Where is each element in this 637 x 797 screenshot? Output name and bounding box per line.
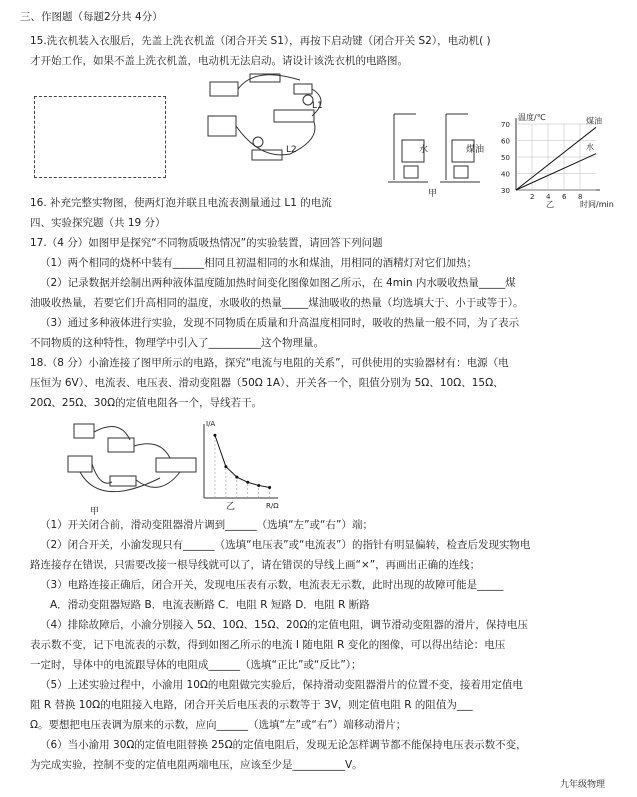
question-15-line-1: 15.洗衣机装入衣服后，先盖上洗衣机盖（闭合开关 S1），再按下启动键（闭合开关 S2），电动机( ) (30, 35, 491, 47)
q18-figure-yi: 乙 (226, 502, 236, 512)
q17-part-3a: （3）通过多种液体进行实验，发现不同物质在质量和升高温度相同时，吸收的热量一般不同，为了表示 (40, 317, 520, 329)
figure-jia-label: 甲 (428, 189, 438, 199)
data-point (257, 484, 260, 487)
q18-part-1: （1）开关闭合前，滑动变阻器滑片调到______（选填“左”或“右”）端； (40, 519, 373, 531)
current-resistance-chart (192, 418, 282, 513)
q18-stem-3: 20Ω、25Ω、30Ω的定值电阻各一个，导线若干。 (30, 397, 263, 409)
section-header-experiment: 四、实验探究题（共 19 分） (30, 217, 166, 229)
q18-stem-2: 压恒为 6V）、电流表、电压表、滑动变阻器（50Ω 1A）、开关各一个，阻值分别为 5Ω、10Ω、15Ω、 (30, 377, 504, 389)
q18-part-4c: 一定时，导体中的电流跟导体的电阻成______（选填“正比”或“反比”）； (30, 659, 362, 671)
q18-part-5a: （5）上述实验过程中，小渝用 10Ω的电阻做完实验后，保持滑动变阻器滑片的位置不变，接着用定值电 (40, 679, 523, 691)
q18-part-3-options: A．滑动变阻器短路 B．电流表断路 C．电阻 R 短路 D．电阻 R 断路 (50, 599, 370, 611)
q18-part-6a: （6）当小渝用 30Ω的定值电阻替换 25Ω的定值电阻后，发现无论怎样调节都不能保持电压表示数不变， (40, 739, 527, 751)
circuit-components-figure (200, 70, 350, 180)
q18-part-5b: 阻 R 替换 10Ω的电阻接入电路，闭合开关后电压表的示数等于 3V，则定值电阻 R 的阻值为___ (30, 699, 473, 711)
q17-part-2b: 油吸收热量，若要它们升高相同的温度，水吸收的热量_____煤油吸收的热量（均选填大于、小于或等于）。 (30, 297, 524, 309)
series-line-0 (215, 435, 270, 487)
q18-part-4a: （4）排除故障后，小渝分别接入 5Ω、10Ω、15Ω、20Ω的定值电阻，调节滑动变阻器的滑片，保持电压 (40, 619, 528, 631)
q18-part-6b: 为完成实验，控制不变的定值电阻两端电压，应该至少是__________V。 (30, 759, 363, 771)
data-point (246, 481, 249, 484)
q17-part-3b: 不同物质的这种特性，物理学中引入了__________这个物理量。 (30, 337, 324, 349)
x-axis-label: 时间/min (580, 200, 614, 209)
y-axis-label: I/A (206, 420, 216, 428)
figure-yi-label: 乙 (546, 200, 554, 209)
q18-part-4b: 表示数不变，记下电流表的示数，得到如图乙所示的电流 I 随电阻 R 变化的图像，可以得出结论：电压 (30, 639, 506, 651)
q18-part-2a: （2）闭合开关，小渝发现只有______（选填“电压表”或“电流表”）的指针有明显偏转，检查后发现实物电 (40, 539, 531, 551)
q18-part-2b: 路连接存在错误，只需要改接一根导线就可以了，请在错误的导线上画“×”，再画出正确的连线； (30, 559, 481, 571)
y-tick-label: 40 (501, 170, 510, 179)
q17-part-2a: （2）记录数据并绘制出两种液体温度随加热时间变化图像如图乙所示，在 4min 内水吸收热量_____煤 (40, 277, 516, 289)
oil-beaker-label: 煤油 (466, 145, 485, 155)
q17-part-1: （1）两个相同的烧杯中装有______相同且初温相同的水和煤油，用相同的酒精灯对它们加热； (40, 257, 478, 269)
y-tick-label: 60 (501, 137, 510, 146)
section-header-drawing: 三、作图题（每题2分共 4分） (20, 11, 163, 23)
y-tick-label: 50 (501, 154, 510, 162)
series-label-0: 煤油 (586, 116, 602, 126)
q18-circuit-figure (60, 418, 200, 518)
lamp-l2-label: L2 (286, 145, 297, 155)
data-point (213, 434, 216, 437)
x-axis-label: R/Ω (266, 502, 279, 510)
answer-box-dashed (34, 96, 166, 178)
temperature-time-chart (498, 112, 614, 209)
x-tick-label: 4 (546, 193, 551, 201)
q17-stem: 17.（4 分）如图甲是探究“不同物质吸热情况”的实验装置，请回答下列问题 (30, 237, 383, 249)
y-tick-label: 70 (501, 121, 510, 129)
water-beaker-label: 水 (419, 145, 429, 155)
lamp-l1-label: L1 (312, 101, 323, 111)
x-tick-label: 8 (578, 193, 583, 201)
page-footer: 九年级物理 (560, 780, 606, 790)
question-15-line-2: 才开始工作，如果不盖上洗衣机盖，电动机无法启动。请设计该洗衣机的电路图。 (30, 55, 408, 67)
heating-apparatus-figure (388, 108, 498, 198)
q18-figure-jia: 甲 (90, 507, 100, 517)
y-axis-label: 温度/℃ (518, 113, 546, 122)
series-label-1: 水 (586, 142, 594, 152)
x-tick-label: 6 (562, 193, 567, 201)
y-tick-label: 30 (501, 187, 510, 195)
x-tick-label: 2 (530, 193, 535, 201)
question-16: 16. 补充完整实物图，使两灯泡并联且电流表测量通过 L1 的电流 (30, 197, 332, 209)
data-point (268, 486, 271, 489)
q18-part-3: （3）电路连接正确后，闭合开关，发现电压表有示数，电流表无示数，此时出现的故障可能是_____ (40, 579, 504, 591)
q18-stem-1: 18.（8 分）小渝连接了图甲所示的电路，探究“电流与电阻的关系”，可供使用的实验器材有：电源（电 (30, 357, 509, 369)
data-point (235, 476, 238, 479)
q18-part-5c: Ω。要想把电压表调为原来的示数，应向______（选填“左”或“右”）端移动滑片； (30, 719, 407, 731)
data-point (224, 465, 227, 468)
